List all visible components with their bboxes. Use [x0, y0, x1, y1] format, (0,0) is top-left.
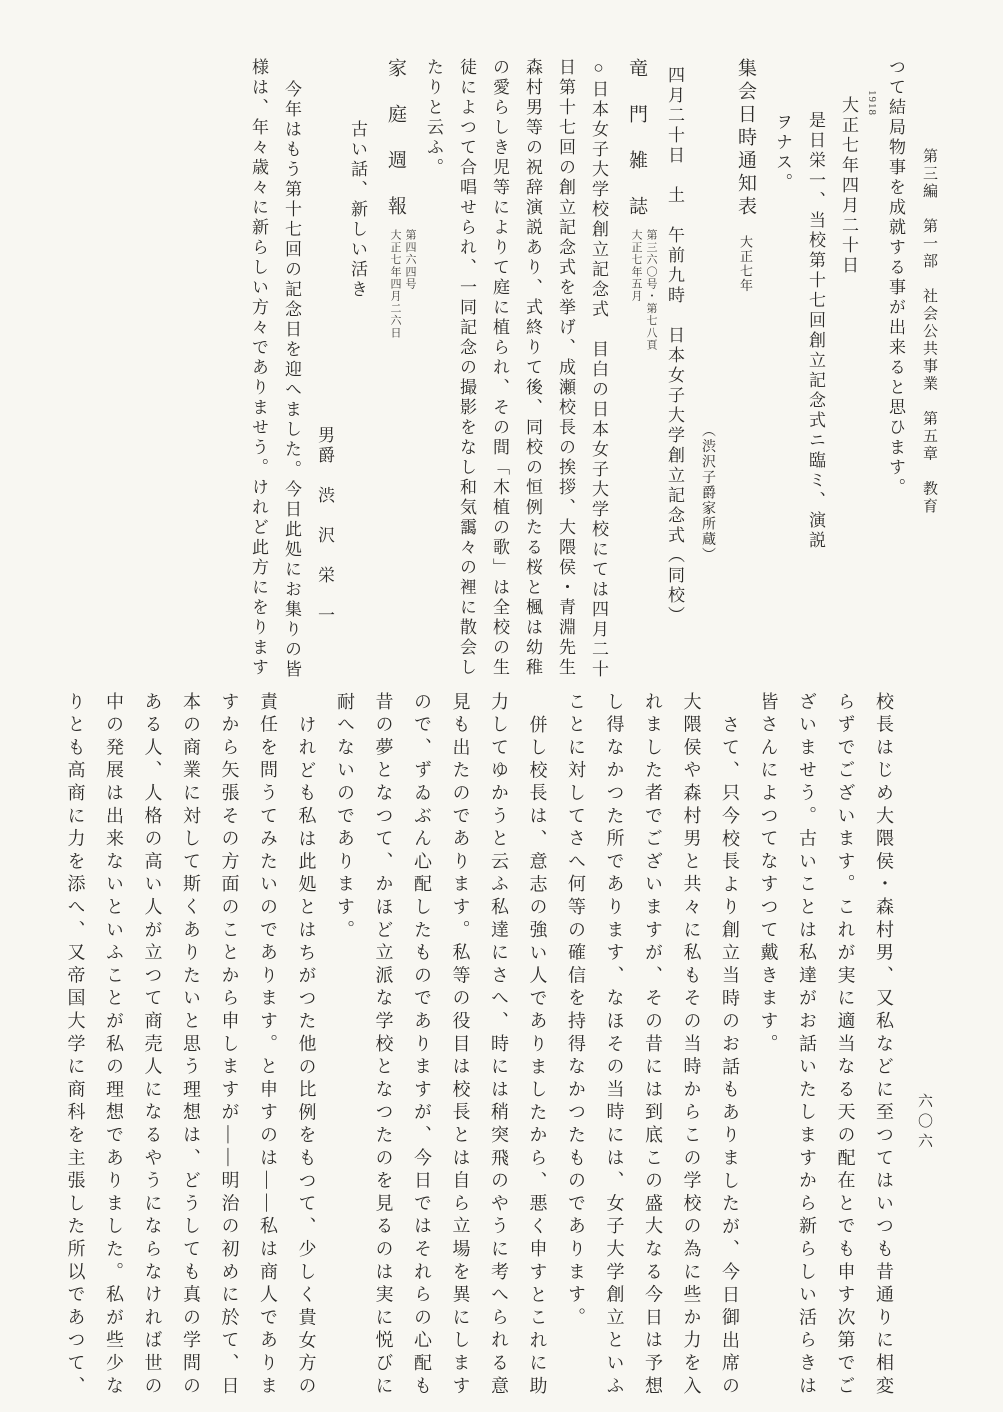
entry-date-heading: 大正七年四月二十日 — [839, 96, 858, 276]
ryumon-body-line: 森村男等の祝辞演説あり、式終りて後、同校の恒例たる桜と楓は幼稚 — [523, 58, 542, 678]
page-number: 六〇六 — [916, 1093, 932, 1153]
entry-line-2: ヲナス。 — [773, 113, 792, 193]
speech-text-line: 中の発展は出来ないといふことが私の理想でありました。私が些少な — [104, 692, 124, 1399]
ryumon-body-line: 徒によつて合唱せられ、一同記念の撮影をなし和気靄々の裡に散会し — [457, 58, 476, 678]
katei-title-text: 家 庭 週 報 — [385, 58, 406, 219]
running-header: 第三編 第一部 社会公共事業 第五章 教育 — [921, 148, 937, 516]
speech-text-line: 併し校長は、意志の強い人でありましたから、悪く申すとこれに助 — [527, 715, 548, 1399]
entry-line-1: 是日栄一、当校第十七回創立記念式ニ臨ミ、演説 — [806, 111, 825, 551]
notice-body-line: 四月二十日 土 午前九時 日本女子大学創立記念式（同校） — [665, 66, 684, 626]
speech-text-line: 責任を問うてみたいのであります。と申すのは——私は商人でありま — [258, 692, 278, 1399]
katei-author: 男爵 渋 沢 栄 一 — [315, 426, 334, 626]
speech-text-line: すから矢張その方面のことから申しますが——明治の初めに於て、日 — [219, 692, 240, 1399]
notice-title-text: 集会日時通知表 — [735, 58, 756, 219]
speech-text-line: 力してゆかうと云ふ私達にさへ、時には稍突飛のやうに考へられる意 — [489, 692, 509, 1399]
ryumon-title-text: 竜 門 雑 誌 — [626, 58, 647, 219]
speech-text-line: りとも高商に力を添へ、又帝国大学に商科を主張した所以であつて、 — [65, 692, 86, 1399]
speech-text-line: ある人、人格の高い人が立つて商売人になるやうにならなければ世の — [142, 692, 163, 1399]
speech-text-line: さて、只今校長より創立当時のお話もありましたが、今日御出席の — [720, 715, 740, 1399]
notice-title-note: 大正七年 — [738, 235, 753, 293]
katei-issue-note-line-1: 第四六四号 — [404, 229, 416, 290]
speech-text-line: 本の商業に対して斯くありたいと思う理想は、どうしても真の学問の — [181, 692, 201, 1399]
speech-text-line: ので、ずゐぶん心配したものでありますが、今日ではそれらの心配も — [412, 692, 432, 1399]
speech-text-line: ことに対してさへ何等の確信を持得なかつたものであります。 — [566, 692, 586, 1331]
speech-text-line: 大隈侯や森村男と共々に私もその当時からこの学校の為に些か力を入 — [681, 692, 702, 1399]
speech-text-line: 皆さんによつてなすつて戴きます。 — [758, 692, 779, 1057]
speech-section — [56, 692, 903, 1406]
katei-body-line: 様は、年々歳々に新らしい方々でありませう。けれど此方にをります — [249, 58, 268, 678]
speech-text-line: し得なかつた所であります、なほその当時には、女子大学創立といふ — [604, 692, 625, 1399]
year-marker: 1918 — [866, 90, 878, 116]
ryumon-issue-note — [628, 229, 658, 374]
ryumon-body-line: 日第十七回の創立記念式を挙げ、成瀬校長の挨拶、大隈侯・青淵先生 — [556, 58, 575, 678]
ryumon-body-line: たりと云ふ。 — [424, 58, 443, 178]
top-section — [242, 58, 945, 680]
speech-text-line: らずでございます。これが実に適当なる天の配在とでも申す次第でご — [835, 692, 856, 1399]
katei-shuho-title — [374, 58, 417, 673]
speech-text-line: 昔の夢となつて、かほど立派な学校となつたのを見るのは実に悦びに — [373, 692, 394, 1399]
speech-text-line: 校長はじめ大隈侯・森村男、又私などに至つてはいつも昔通りに相変 — [874, 692, 894, 1399]
katei-issue-note-line-2: 大正七年四月二六日 — [389, 229, 401, 339]
kanbun-closing-line: つて結局物事を成就する事が出来ると思ひます。 — [886, 58, 905, 498]
speech-text-line: れました者でございますが、その昔には到底この盛大なる今日は予想 — [643, 692, 663, 1399]
speech-text-line: ざいませう。古いことは私達がお話いたしますから新らしい活らきは — [797, 692, 817, 1399]
notice-source-note: （渋沢子爵家所蔵） — [700, 423, 715, 563]
ryumon-zasshi-title — [615, 58, 658, 673]
katei-issue-note — [387, 229, 417, 354]
speech-text-line: 見も出たのであります。私等の役目は校長とは自ら立場を異にします — [450, 692, 471, 1399]
speech-text-line: 耐へないのであります。 — [335, 692, 355, 943]
notice-title — [724, 58, 766, 673]
ryumon-body-line: の愛らしき児等によりて庭に植られ、その間「木植の歌」は全校の生 — [490, 58, 509, 678]
ryumon-issue-note-line-2: 大正七年五月 — [630, 229, 642, 303]
speech-text-line: けれども私は此処とはちがつた他の比例をもつて、少しく貴女方の — [296, 715, 317, 1399]
katei-body-line: 今年はもう第十七回の記念日を迎へました。今日此処にお集りの皆 — [282, 80, 301, 680]
ryumon-issue-note-line-1: 第三六〇号・第七八頁 — [645, 229, 657, 351]
ryumon-body-line: ○日本女子大学校創立記念式 目白の日本女子大学校にては四月二十 — [589, 58, 608, 680]
katei-article-subtitle: 古い話、新しい活き — [348, 120, 367, 300]
